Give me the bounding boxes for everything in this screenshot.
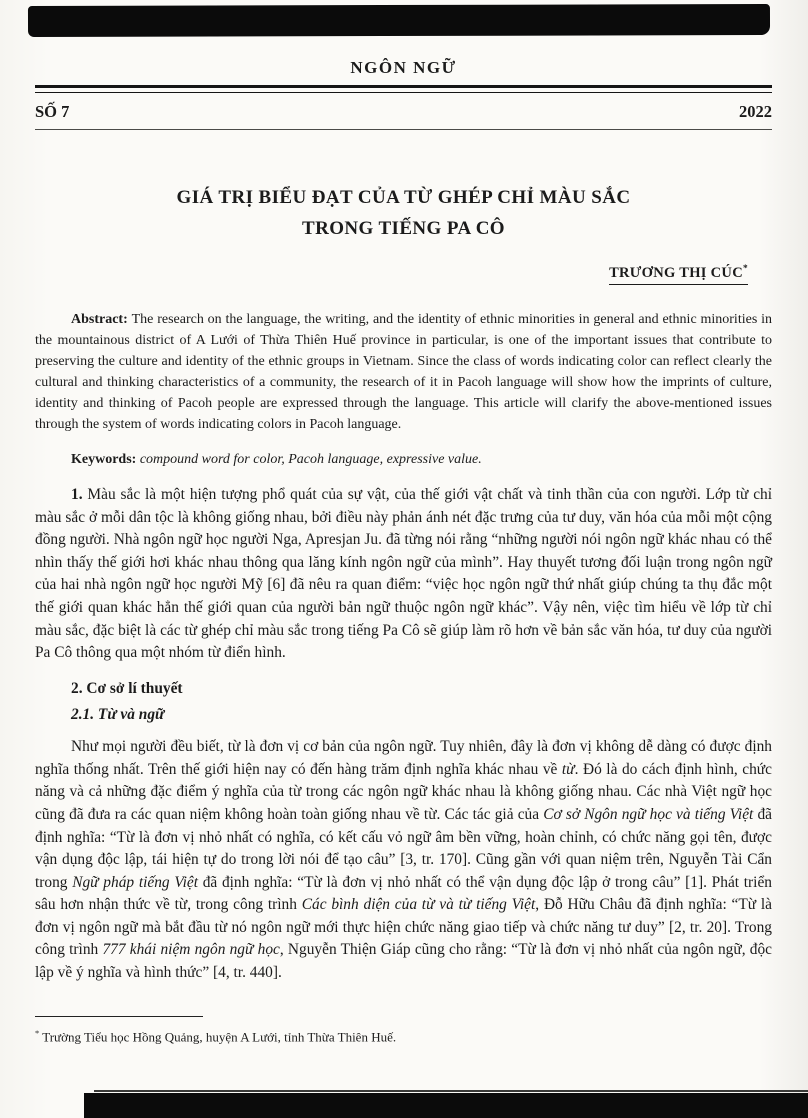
footnote-block — [35, 1016, 772, 1046]
abstract-paragraph: Abstract: The research on the language, the writing, and the identity of ethnic minorities in general and ethnic minorities in the mountainous district of A Lưới of Thừa Thiên Huế province in particular, is one of the important issues that contribute to preserving the culture and identity of the ethnic groups in Vietnam. Since the class of words indicating color can reflect clearly the cultural and thinking characteristics of a community, the research of it in Pacoh language will show how the imprints of culture, identity and thinking of Pacoh people are expressed through the language. This article will clarify the above-mentioned issues through the system of words indicating colors in Pacoh language. — [35, 312, 772, 432]
scan-artifact-bottom — [84, 1093, 808, 1118]
page-content — [35, 58, 772, 1000]
issue-year: 2022 — [739, 102, 772, 121]
author-row — [35, 264, 772, 285]
issue-number: SỐ 7 — [35, 102, 70, 121]
article-title-line1: GIÁ TRỊ BIỂU ĐẠT CỦA TỪ GHÉP CHỈ MÀU SẮC — [176, 187, 631, 208]
journal-title: NGÔN NGỮ — [350, 58, 457, 77]
scan-artifact-top — [28, 4, 770, 37]
issue-thin-rule — [35, 129, 772, 130]
article-title — [35, 182, 772, 244]
body-paragraph-2: Như mọi người đều biết, từ là đơn vị cơ bản của ngôn ngữ. Tuy nhiên, đây là đơn vị không dễ dàng có được định nghĩa thống nhất. Trên thế giới hiện nay có đến hàng trăm định nghĩa khác nhau về từ. Đó là do cách định hình, chức năng và cả những đặc điểm ý nghĩa của từ trong các ngôn ngữ khác nhau là không giống nhau. Các nhà Việt ngữ học cũng đã đưa ra các quan niệm không hoàn toàn giống nhau về từ. Các tác giả của Cơ sở Ngôn ngữ học và tiếng Việt đã định nghĩa: “Từ là đơn vị nhỏ nhất có nghĩa, có kết cấu vỏ ngữ âm bền vững, hoàn chỉnh, có chức năng gọi tên, được vận dụng độc lập, tái hiện tự do trong lời nói để tạo câu” [3, tr. 170]. Cũng gần với quan niệm trên, Nguyễn Tài Cẩn trong Ngữ pháp tiếng Việt đã định nghĩa: “Từ là đơn vị nhỏ nhất có thể vận dụng độc lập ở trong câu” [1]. Phát triển sâu hơn nhận thức về từ, trong công trình Các bình diện của từ và từ tiếng Việt, Đỗ Hữu Châu đã định nghĩa: “Từ là đơn vị ngôn ngữ mà bắt đầu từ nó ngôn ngữ mới thực hiện chức năng giao tiếp và chức năng tư duy” [2, tr. 20]. Trong công trình 777 khái niệm ngôn ngữ học, Nguyễn Thiện Giáp cũng cho rằng: “Từ là đơn vị nhỏ nhất của ngôn ngữ, độc lập về ý nghĩa và hình thức” [4, tr. 440]. — [35, 738, 773, 982]
keywords-line: Keywords: compound word for color, Pacoh language, expressive value. — [71, 452, 482, 467]
author-name: TRƯƠNG THỊ CÚC* — [609, 264, 748, 285]
issue-row — [35, 102, 772, 122]
article-title-line2: TRONG TIẾNG PA CÔ — [302, 218, 505, 239]
body-paragraph-1: 1. Màu sắc là một hiện tượng phổ quát của sự vật, của thế giới vật chất và tinh thần của con người. Lớp từ chỉ màu sắc ở mỗi dân tộc là không giống nhau, bởi điều này phản ánh nét đặc trưng của tư duy, văn hóa của mỗi một cộng đồng người. Nhà ngôn ngữ học người Nga, Apresjan Ju. đã từng nói rằng “những người nói ngôn ngữ khác nhau có thể nhìn thấy thế giới hơi khác nhau thông qua lăng kính ngôn ngữ của mình”. Hay thuyết tương đối luận trong ngôn ngữ của hai nhà ngôn ngữ học người Mỹ [6] đã nêu ra quan điểm: “việc học ngôn ngữ thứ nhất giúp chúng ta thụ đắc một thế giới quan khác hẳn thế giới quan của người bản ngữ thuộc ngôn ngữ khác”. Vậy nên, việc tìm hiểu về lớp từ chỉ màu sắc, đặc biệt là các từ ghép chỉ màu sắc trong tiếng Pa Cô sẽ giúp làm rõ hơn về bản sắc văn hóa, tư duy của người Pa Cô thông qua một nhóm từ điển hình. — [35, 486, 772, 662]
section-heading-2: 2. Cơ sở lí thuyết — [71, 680, 183, 698]
footnote-text: * Trường Tiểu học Hồng Quảng, huyện A Lưới, tỉnh Thừa Thiên Huế. — [35, 1027, 397, 1044]
footnote-rule — [35, 1016, 203, 1017]
subsection-heading-2-1: 2.1. Từ và ngữ — [71, 706, 165, 724]
header-double-rule — [35, 85, 772, 93]
